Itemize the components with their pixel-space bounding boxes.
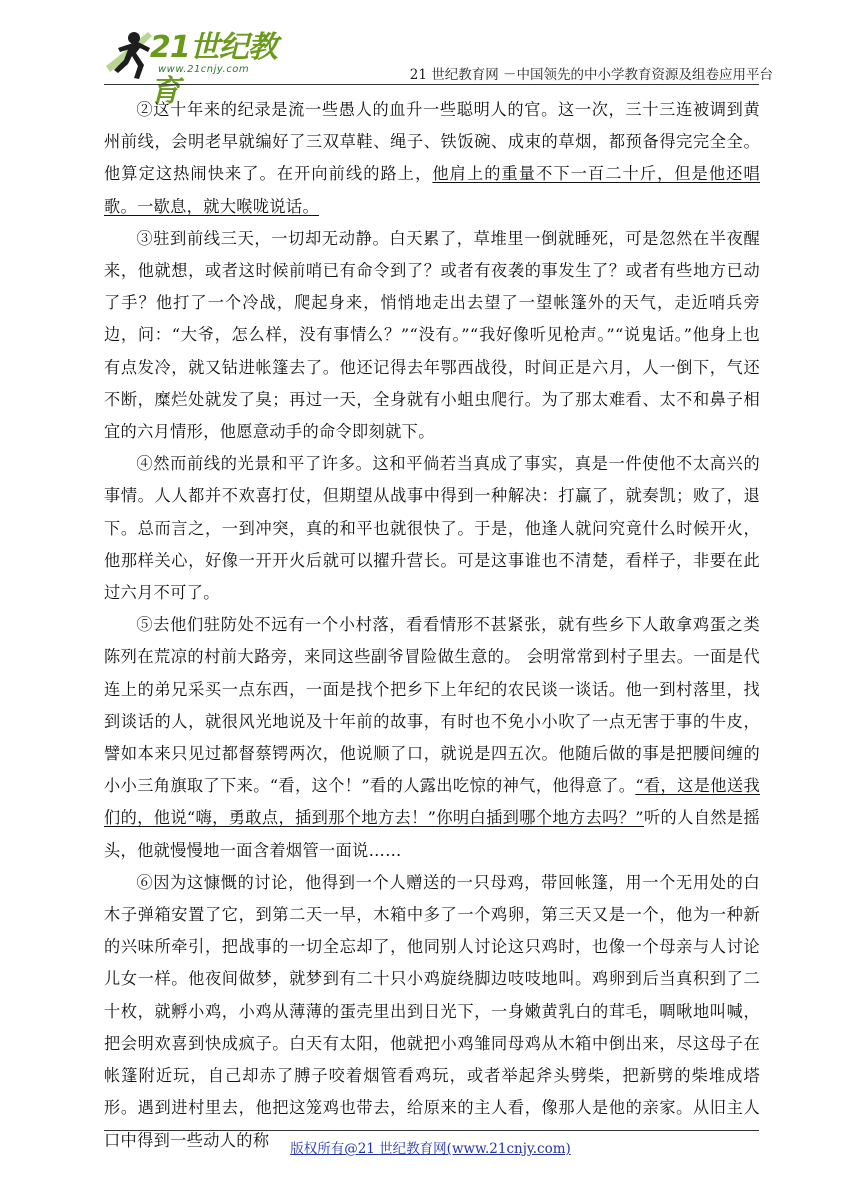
text-run: 听的人自然是摇头，他就慢慢地一面含着烟管一面说…… <box>104 808 760 860</box>
paragraph-4 <box>104 448 760 609</box>
text-run: ④然而前线的光景和平了许多。这和平倘若当真成了事实，真是一件使他不太高兴的事情。人人都并不欢喜打仗，但期望从战事中得到一种解决：打赢了，就奏凯；败了，退下。总而言之，一到冲突，真的和平也就很快了。于是，他逢人就问究竟什么时候开火，他那样关心，好像一开开火后就可以擢升营长。可是这事谁也不清楚，看样子，非要在此过六月不可了。 <box>104 454 760 603</box>
text-run: ⑤去他们驻防处不远有一个小村落，看看情形不甚紧张，就有些乡下人敢拿鸡蛋之类陈列在荒凉的村前大路旁，来同这些副爷冒险做生意的。 会明常常到村子里去。一面是代连上的弟兄采买一点东西，一面是找个把乡下上年纪的农民谈一谈话。他一到村落里，找到谈话的人，就很风光地说及十年前的故事，有时也不免小小吹了一点无害于事的牛皮，譬如本来只见过都督蔡锷两次，他说顺了口，就说是四五次。他随后做的事是把腰间缠的小小三角旗取了下来。“看，这个！”看的人露出吃惊的神气，他得意了。 <box>104 615 760 796</box>
paragraph-2 <box>104 94 760 223</box>
text-run: ⑥因为这慷慨的讨论，他得到一个人赠送的一只母鸡，带回帐篷，用一个无用处的白木子弹箱安置了它，到第二天一早，木箱中多了一个鸡卵，第三天又是一个，他为一种新的兴味所牵引，把战事的一切全忘却了，他同别人讨论这只鸡时，也像一个母亲与人讨论儿女一样。他夜间做梦，就梦到有二十只小鸡旋绕脚边吱吱地叫。鸡卵到后当真积到了二十枚，就孵小鸡，小鸡从薄薄的蛋壳里出到日光下，一身嫩黄乳白的茸毛，啁啾地叫喊，把会明欢喜到快成疯子。白天有太阳，他就把小鸡雏同母鸡从木箱中倒出来，尽这母子在帐篷附近玩，自己却赤了膊子咬着烟管看鸡玩，或者举起斧头劈柴，把新劈的柴堆成塔形。遇到进村里去，他把这笼鸡也带去，给原来的主人看，像那人是他的亲家。从旧主人口中得到一些动人的称 <box>104 872 760 1150</box>
running-figure-icon <box>104 26 156 84</box>
article-body <box>104 94 760 1157</box>
logo-wordmark: 21世纪教育 <box>150 30 277 109</box>
header-divider <box>104 84 759 85</box>
page-header <box>0 0 861 109</box>
paragraph-3 <box>104 223 760 448</box>
underlined-sentence: “看，这是他送我们的，他说“嗨，勇敢点，插到那个地方去！”你明白插到哪个地方去吗？” <box>104 776 760 828</box>
site-logo <box>104 26 294 109</box>
paragraph-6 <box>104 867 760 1157</box>
header-tagline: 21 世纪教育网 －中国领先的中小学教育资源及组卷应用平台 <box>409 67 773 83</box>
footer-copyright-link[interactable]: 版权所有@21 世纪教育网(www.21cnjy.com) <box>290 1141 571 1157</box>
footer-divider <box>104 1130 759 1131</box>
logo-url: www.21cnjy.com <box>158 64 250 75</box>
paragraph-5 <box>104 609 760 867</box>
underlined-sentence: 他肩上的重量不下一百二十斤，但是他还唱歌。一歇息，就大喉咙说话。 <box>104 164 760 216</box>
text-run: ③驻到前线三天，一切却无动静。白天累了，草堆里一倒就睡死，可是忽然在半夜醒来，他就想，或者这时候前哨已有命令到了？或者有夜袭的事发生了？或者有些地方已动了手？他打了一个冷战，爬起身来，悄悄地走出去望了一望帐篷外的天气，走近哨兵旁边，问：“大爷，怎么样，没有事情么？”“没有。”“我好像听见枪声。”“说鬼话。”他身上也有点发冷，就又钻进帐篷去了。他还记得去年鄂西战役，时间正是六月，人一倒下，气还不断，糜烂处就发了臭；再过一天，全身就有小蛆虫爬行。为了那太难看、太不和鼻子相宜的六月情形，他愿意动手的命令即刻就下。 <box>104 228 760 442</box>
text-run: ②这十年来的纪录是流一些愚人的血升一些聪明人的官。这一次，三十三连被调到黄州前线，会明老早就编好了三双草鞋、绳子、铁饭碗、成束的草烟，都预备得完完全全。他算定这热闹快来了。在开向前线的路上， <box>104 100 760 184</box>
